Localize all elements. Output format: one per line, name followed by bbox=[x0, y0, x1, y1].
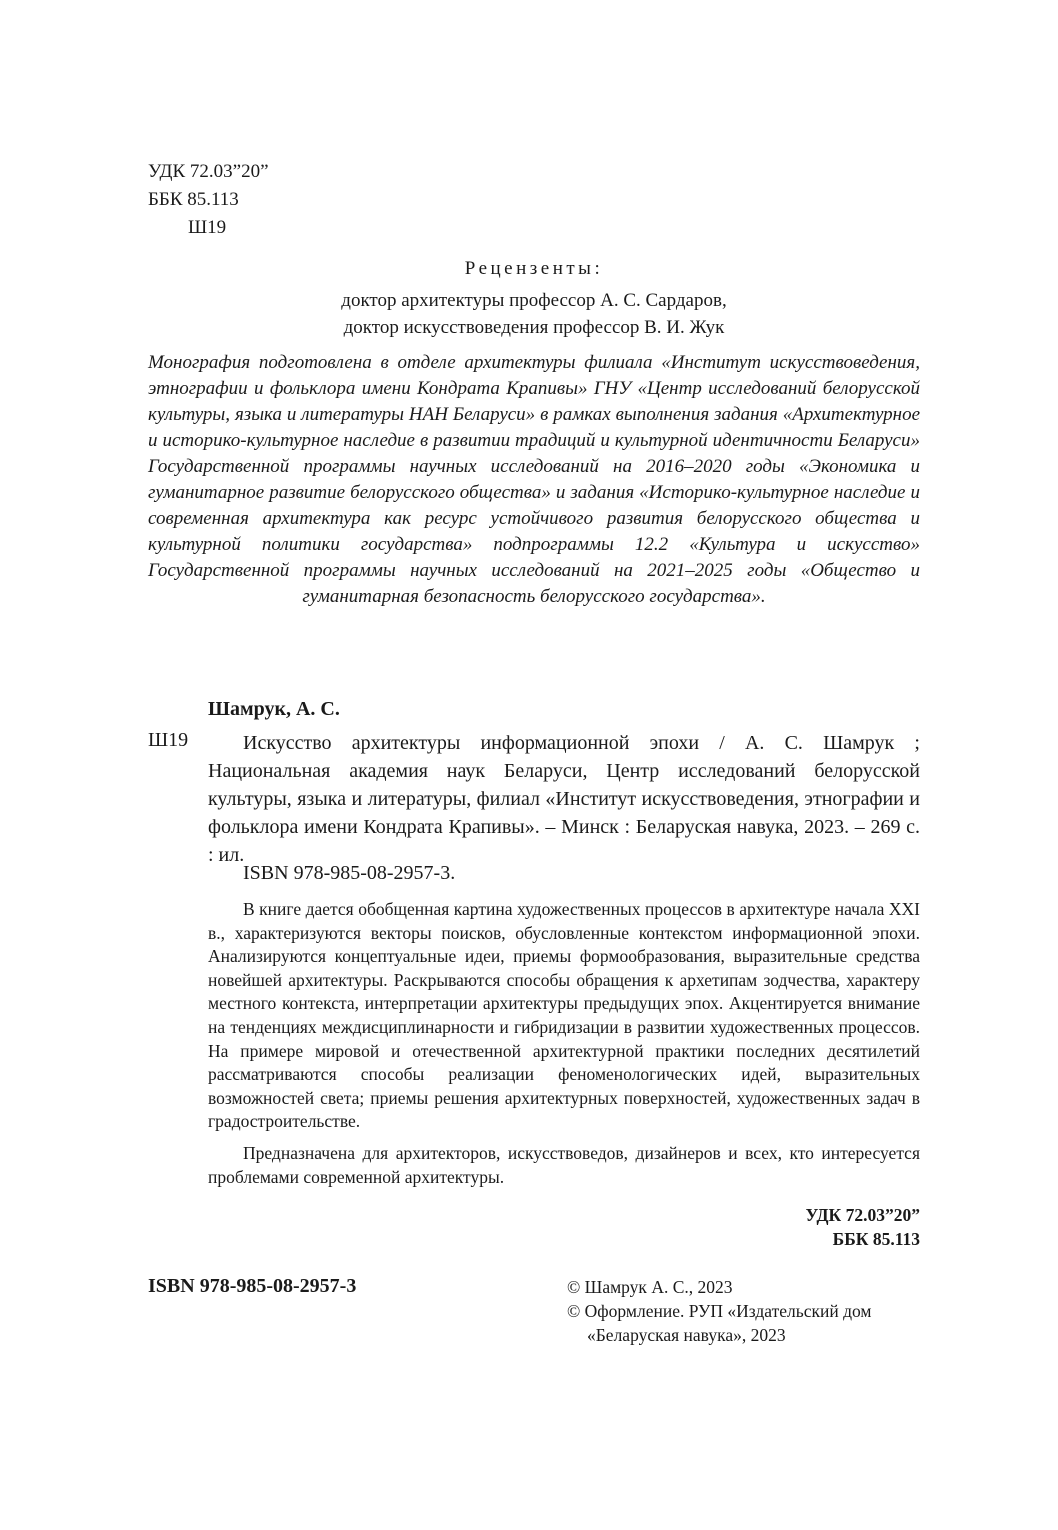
bibliographic-description: Искусство архитектуры информационной эпохи / А. С. Шамрук ; Национальная академия наук Беларуси, Центр исследований белорусской культуры, языка и литературы, филиал «Институт искусствоведения, этнографии и фольклора имени Кондрата Крапивы». – Минск : Беларуская навука, 2023. – 269 с. : ил. bbox=[208, 732, 920, 866]
footer-isbn: ISBN 978-985-08-2957-3 bbox=[148, 1275, 357, 1297]
author-mark: Ш19 bbox=[188, 217, 227, 238]
annotation bbox=[208, 898, 920, 1197]
final-classification-codes bbox=[805, 1204, 920, 1251]
catalog-code: Ш19 bbox=[148, 729, 189, 751]
annotation-paragraph-2: Предназначена для архитекторов, искусствоведов, дизайнеров и всех, кто интересуется проблемами современной архитектуры. bbox=[208, 1142, 920, 1187]
copyright-block bbox=[567, 1275, 872, 1347]
reviewers-heading: Рецензенты: bbox=[464, 258, 604, 279]
annotation-paragraph-1: В книге дается обобщенная картина художественных процессов в архитектуре начала XXI в., характеризуются векторы поисков, обусловленные контекстом информационной эпохи. Анализируются концептуальные идеи, приемы формообразования, выразительные средства новейшей архитектуры. Раскрываются способы обращения к архетипам зодчества, характеру местного контекста, интерпретации архитектуры предыдущих эпох. Акцентируется внимание на тенденциях междисциплинарности и гибридизации в развитии художественных процессов. На примере мировой и отечественной архитектурной практики последних десятилетий рассматриваются способы реализации феноменологических идей, выразительных возможностей света; приемы решения архитектурных поверхностей, художественных задач в градостроительстве. bbox=[208, 899, 920, 1132]
reviewer-1: доктор архитектуры профессор А. С. Сардаров, bbox=[341, 290, 727, 311]
reviewers-list bbox=[148, 287, 920, 341]
copyright-author: © Шамрук А. С., 2023 bbox=[567, 1277, 733, 1297]
final-bbk-code: ББК 85.113 bbox=[832, 1228, 920, 1249]
copyright-publisher: «Беларуская навука», 2023 bbox=[587, 1325, 786, 1345]
udk-code: УДК 72.03”20” bbox=[148, 161, 269, 182]
catalog-isbn: ISBN 978-985-08-2957-3. bbox=[243, 862, 456, 884]
bbk-code: ББК 85.113 bbox=[148, 189, 239, 210]
classification-codes bbox=[148, 158, 269, 242]
final-udk-code: УДК 72.03”20” bbox=[805, 1205, 920, 1225]
copyright-design: © Оформление. РУП «Издательский дом bbox=[567, 1301, 872, 1321]
reviewer-2: доктор искусствоведения профессор В. И. Жук bbox=[343, 317, 725, 338]
catalog-author: Шамрук, А. С. bbox=[208, 698, 340, 720]
monograph-note: Монография подготовлена в отделе архитектуры филиала «Институт искусствоведения, этнографии и фольклора имени Кондрата Крапивы» ГНУ «Центр исследований белорусской культуры, языка и литературы НАН Беларуси» в рамках выполнения задания «Архитектурное и историко-культурное наследие в развитии традиций и культурной идентичности Беларуси» Государственной программы научных исследований на 2016–2020 годы «Экономика и гуманитарное развитие белорусского общества» и задания «Историко-культурное наследие и современная архитектура как ресурс устойчивого развития белорусского общества и культурной политики государства» подпрограммы 12.2 «Культура и искусство» Государственной программы научных исследований на 2021–2025 годы «Общество и гуманитарная безопасность белорусского государства». bbox=[148, 352, 920, 607]
